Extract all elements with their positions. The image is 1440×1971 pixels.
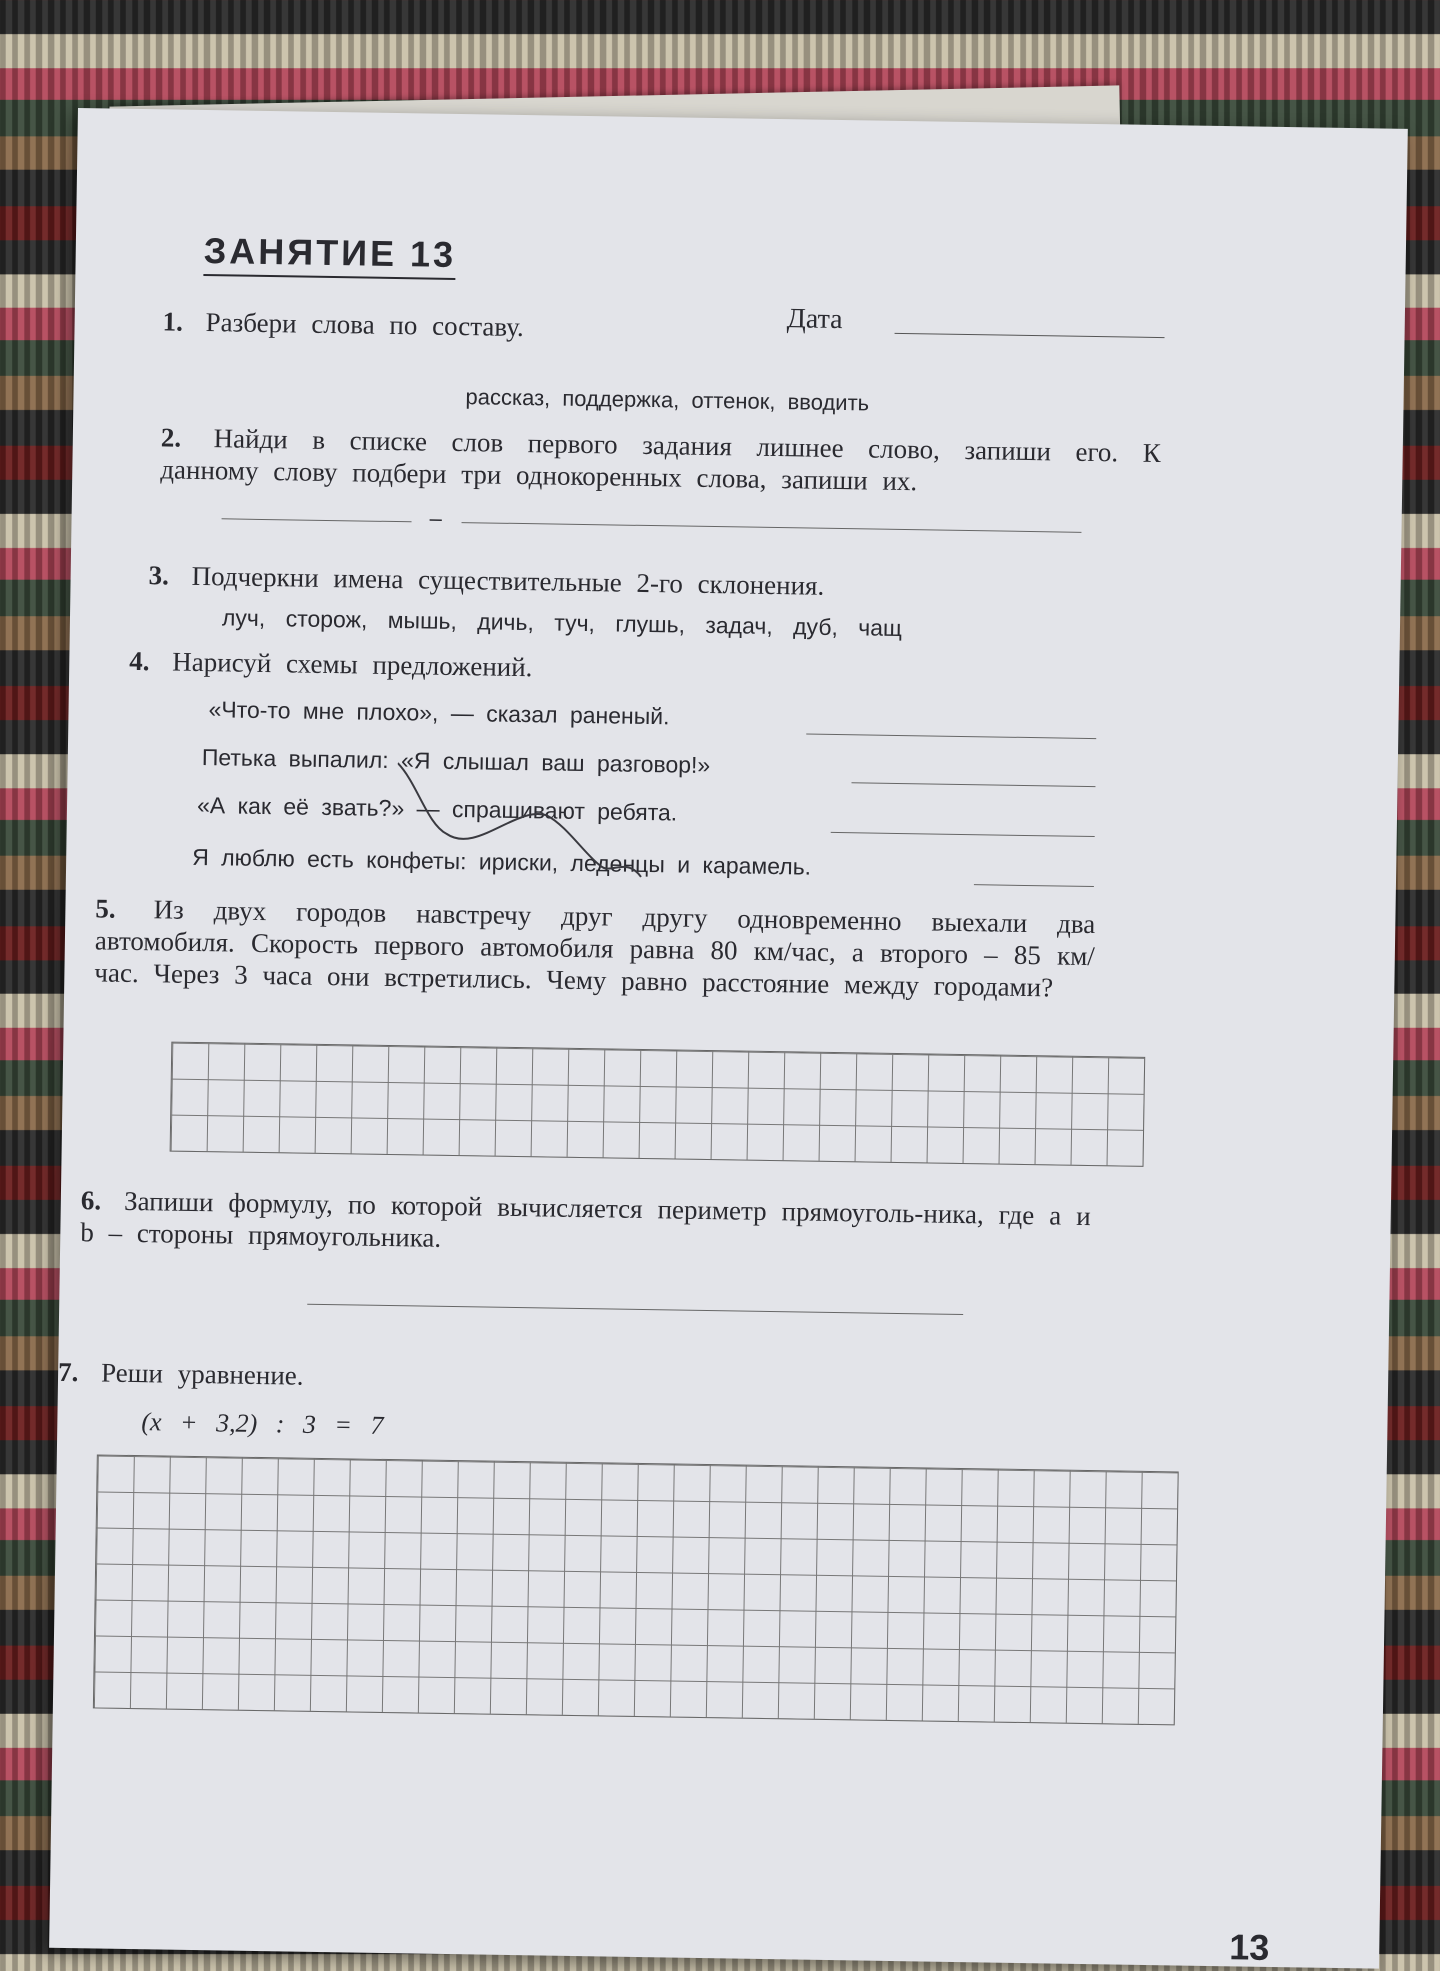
task-7-equation: (x + 3,2) : 3 = 7 (141, 1407, 384, 1440)
task-3-text: Подчеркни имена существительные 2-го склонения. (191, 560, 825, 601)
date-label: Дата (786, 303, 843, 336)
page-number: 13 (1228, 1926, 1270, 1968)
task-2-number: 2. (160, 422, 182, 453)
task-4-number: 4. (129, 645, 150, 677)
task-7-answer-grid[interactable] (93, 1454, 1179, 1725)
task-3-words: луч, сторож, мышь, дичь, туч, глушь, задач, дуб, чащ (221, 604, 903, 642)
task-2-answer-line-1[interactable] (222, 518, 412, 522)
task-4-sentence-3: «А как её звать?» — спрашивают ребята. (196, 791, 678, 826)
task-4-sentence-1: «Что-то мне плохо», — сказал раненый. (208, 696, 670, 730)
task-4-sentence-4: Я люблю есть конфеты: ириски, леденцы и карамель. (192, 843, 812, 880)
task-4-scheme-line-2[interactable] (851, 782, 1095, 787)
worksheet-page (49, 108, 1408, 1969)
lesson-title: ЗАНЯТИЕ 13 (203, 230, 456, 280)
pencil-scribble (396, 743, 658, 887)
task-2-answer-line-2[interactable] (462, 522, 1082, 533)
task-1 (162, 305, 1162, 353)
task-4-scheme-line-1[interactable] (806, 734, 1096, 740)
task-6-number: 6. (80, 1185, 102, 1216)
task-1-words: рассказ, поддержка, оттенок, вводить (465, 384, 870, 416)
task-7 (58, 1356, 658, 1397)
task-6-answer-line[interactable] (307, 1304, 963, 1315)
task-5-answer-grid[interactable] (170, 1042, 1146, 1167)
task-7-number: 7. (57, 1356, 79, 1388)
task-6 (80, 1184, 1091, 1264)
task-3 (148, 559, 1148, 607)
task-2-dash: – (429, 505, 443, 531)
task-4-sentence-2: Петька выпалил: «Я слышал ваш разговор!» (201, 744, 711, 779)
task-4-scheme-line-4[interactable] (974, 884, 1094, 887)
task-1-number: 1. (162, 306, 184, 337)
task-2-text: Найди в списке слов первого задания лишнее слово, запиши его. К данному слову подбери три однокоренных слова, запиши их. (160, 423, 1161, 497)
task-4-text: Нарисуй схемы предложений. (172, 646, 533, 683)
task-5-text: Из двух городов навстречу друг другу одновременно выехали два автомобиля. Скорость первого автомобиля равна 80 км/час, а второго – 85 км/час. Через 3 часа они встретились. Чему равно расстояние между городами? (94, 894, 1096, 1003)
task-1-text: Разбери слова по составу. (205, 307, 524, 343)
task-5 (94, 892, 1095, 1004)
task-5-number: 5. (95, 893, 116, 924)
task-4-scheme-line-3[interactable] (831, 832, 1095, 837)
task-3-number: 3. (148, 560, 170, 591)
task-4 (129, 645, 1129, 693)
task-2 (160, 421, 1161, 501)
task-6-text: Запиши формулу, по которой вычисляется периметр прямоуголь-ника, где a и b – стороны прямоугольника. (80, 1185, 1091, 1253)
task-7-text: Реши уравнение. (100, 1357, 304, 1391)
